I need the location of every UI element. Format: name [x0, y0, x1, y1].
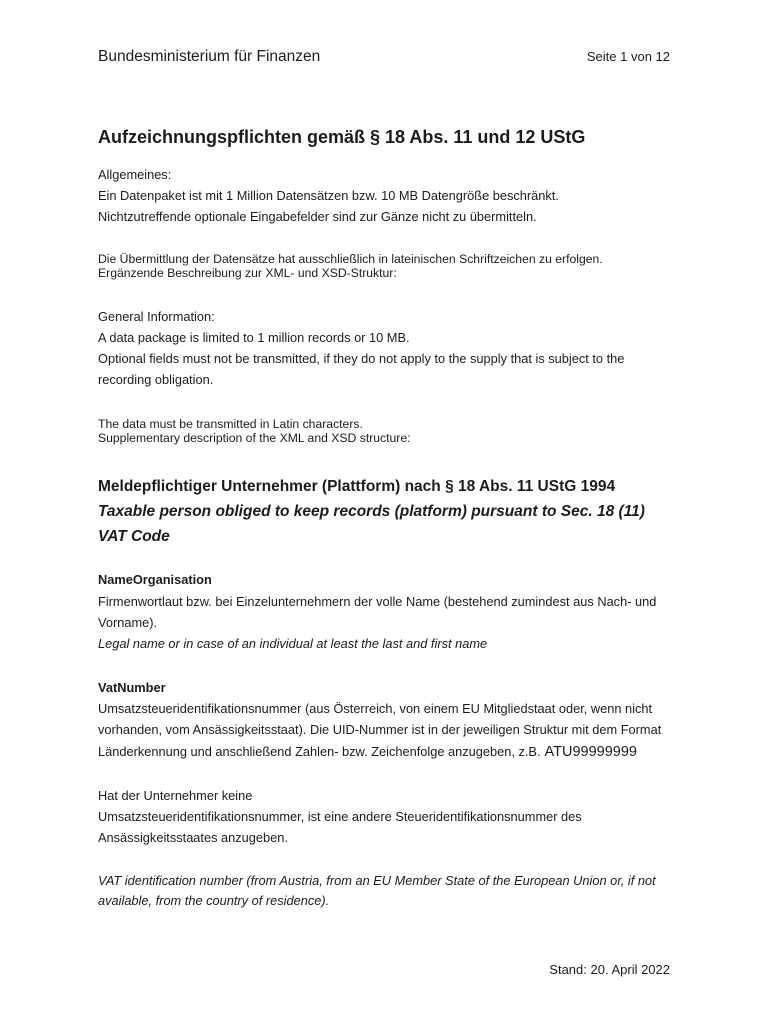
general-de-line: Nichtzutreffende optionale Eingabefelder sind zur Gänze nicht zu übermitteln. [98, 209, 537, 224]
field-description-de-example-line [98, 744, 637, 760]
header-ministry: Bundesministerium für Finanzen [98, 48, 321, 65]
page-title: Aufzeichnungspflichten gemäß § 18 Abs. 11 und 12 UStG [98, 127, 586, 147]
general-en-note: Supplementary description of the XML and XSD structure: [98, 431, 411, 445]
general-en-line: recording obligation. [98, 372, 214, 387]
page-indicator: Seite 1 von 12 [586, 49, 670, 64]
general-de-heading: Allgemeines: [98, 167, 172, 182]
vat-number-example: ATU99999999 [544, 744, 637, 760]
general-en-heading: General Information: [98, 309, 215, 324]
field-fallback-de: Ansässigkeitsstaates anzugeben. [98, 830, 288, 845]
general-de-note: Ergänzende Beschreibung zur XML- und XSD-Struktur: [98, 266, 397, 280]
field-description-de: Firmenwortlaut bzw. bei Einzelunternehmern der volle Name (bestehend zumindest aus Nach- und [98, 594, 657, 609]
general-de-note: Die Übermittlung der Datensätze hat ausschließlich in lateinischen Schriftzeichen zu erfolgen. [98, 252, 603, 266]
field-description-en: Legal name or in case of an individual at least the last and first name [98, 636, 488, 651]
section-heading-en: VAT Code [98, 528, 170, 545]
field-fallback-de: Hat der Unternehmer keine [98, 788, 253, 803]
section-heading-en: Taxable person obliged to keep records (platform) pursuant to Sec. 18 (11) [98, 503, 645, 520]
field-label-vat-number: VatNumber [98, 680, 166, 695]
field-description-de: Länderkennung und anschließend Zahlen- bzw. Zeichenfolge anzugeben, z.B. [98, 744, 541, 759]
field-description-de: Vorname). [98, 615, 158, 630]
field-description-de: Umsatzsteueridentifikationsnummer (aus Österreich, von einem EU Mitgliedstaat oder, wenn nicht [98, 701, 653, 716]
general-en-note: The data must be transmitted in Latin characters. [98, 417, 363, 431]
field-fallback-de: Umsatzsteueridentifikationsnummer, ist eine andere Steueridentifikationsnummer des [98, 809, 582, 824]
field-description-de: vorhanden, vom Ansässigkeitsstaat). Die UID-Nummer ist in der jeweiligen Struktur mit dem Format [98, 722, 662, 737]
footer-date: Stand: 20. April 2022 [549, 962, 670, 977]
general-de-line: Ein Datenpaket ist mit 1 Million Datensätzen bzw. 10 MB Datengröße beschränkt. [98, 188, 559, 203]
field-description-en: VAT identification number (from Austria, from an EU Member State of the European Union or, if not [98, 873, 656, 888]
general-en-line: Optional fields must not be transmitted, if they do not apply to the supply that is subject to the [98, 351, 625, 366]
field-description-en: available, from the country of residence). [98, 893, 330, 908]
section-heading-de: Meldepflichtiger Unternehmer (Plattform) nach § 18 Abs. 11 UStG 1994 [98, 478, 616, 495]
general-en-line: A data package is limited to 1 million records or 10 MB. [98, 330, 410, 345]
field-label-name-organisation: NameOrganisation [98, 572, 212, 587]
